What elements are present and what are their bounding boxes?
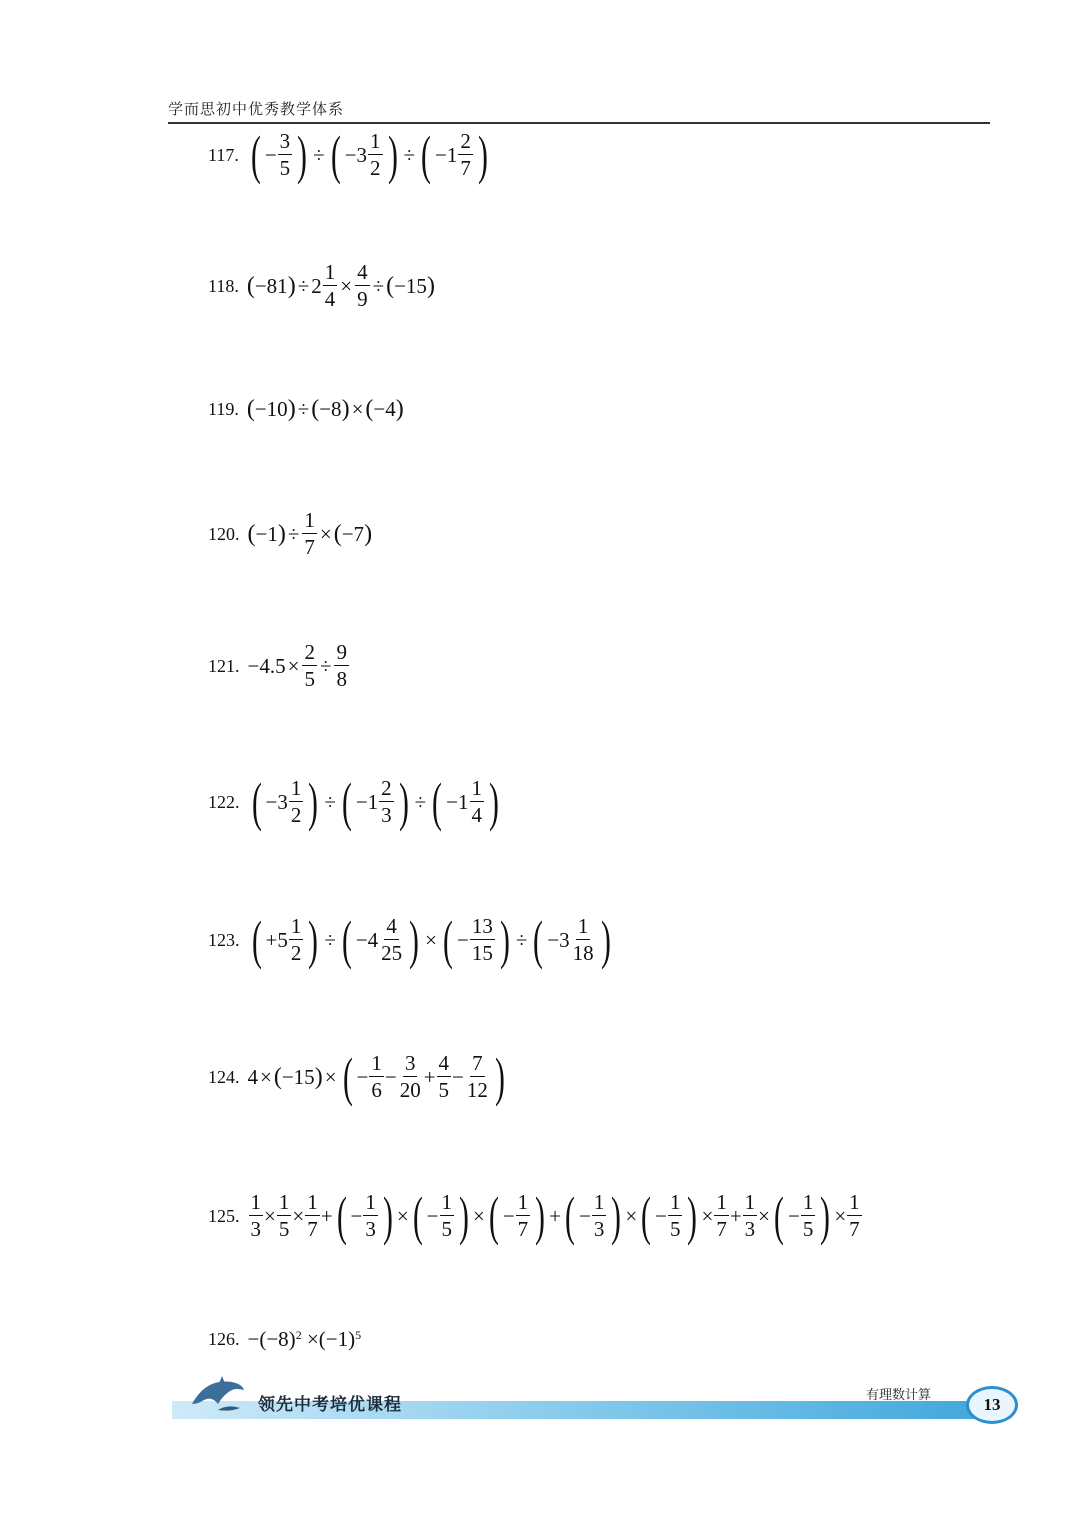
problem-number: 121. bbox=[208, 655, 240, 676]
problem-123: 123. ( +5 $\frac{1}{2}$ ) ÷ ( −4 $\frac{4}{25}$ ) × ( − $\frac{13}{15}$ ) ÷ ( −3 $\frac{1}{18}$ ) bbox=[208, 910, 611, 970]
problem-117: 117. ( − $\frac{3}{5}$ ) ÷ ( −3 $\frac{1}{2}$ ) ÷ ( −1 $\frac{2}{7}$ ) bbox=[208, 125, 488, 185]
problem-number: 117. bbox=[208, 144, 239, 165]
problem-120: 120. ( −1 ) ÷ $\frac{1}{7}$ × ( −7 ) bbox=[208, 508, 373, 559]
problem-number: 122. bbox=[208, 791, 240, 812]
problem-126: 126. −(−8) $^2$ ×(−1) $^5$ bbox=[208, 1327, 362, 1351]
problem-number: 123. bbox=[208, 929, 240, 950]
problem-121: 121. −4.5 × $\frac{2}{5}$ ÷ $\frac{9}{8}$ bbox=[208, 640, 347, 691]
page-header bbox=[168, 98, 990, 124]
header-title: 学而思初中优秀教学体系 bbox=[168, 100, 345, 118]
problem-number: 125. bbox=[208, 1205, 240, 1226]
problem-118: 118. ( −81 ) ÷ 2 $\frac{1}{4}$ × $\frac{4}{9}$ ÷ ( −15 ) bbox=[208, 260, 435, 311]
problem-number: 124. bbox=[208, 1066, 240, 1087]
problem-number: 120. bbox=[208, 523, 240, 544]
problem-125: 125. $\frac{1}{3}$ × $\frac{1}{5}$ × $\frac{1}{7}$ + ( − $\frac{1}{3}$ ) × ( − $\frac{1}{5}$ ) × ( − $\frac{1}{7}$ ) + ( − $\frac{1}{3}$ ) × ( − $\frac{1}{5}$ ) × $\frac{1}{7}$ + $\frac{1}{3}$ × ( − $\frac{1}{5}$ ) × $\frac{1}{7}$ bbox=[208, 1186, 860, 1246]
dolphin-icon bbox=[188, 1374, 248, 1414]
problem-number: 119. bbox=[208, 399, 239, 419]
problem-119: 119. ( −10 ) ÷ ( −8 ) × ( −4 ) bbox=[208, 396, 404, 422]
footer-course-title: 领先中考培优课程 bbox=[258, 1395, 402, 1415]
page-number: 13 bbox=[966, 1386, 1018, 1424]
problem-number: 118. bbox=[208, 275, 239, 296]
problem-number: 126. bbox=[208, 1329, 240, 1349]
problem-124: 124. 4 × ( −15 ) × ( − $\frac{1}{6}$ − $\frac{3}{20}$ + $\frac{4}{5}$ − $\frac{7}{12}$ ) bbox=[208, 1047, 505, 1107]
problem-122: 122. ( −3 $\frac{1}{2}$ ) ÷ ( −1 $\frac{2}{3}$ ) ÷ ( −1 $\frac{1}{4}$ ) bbox=[208, 772, 499, 832]
footer-section-title: 有理数计算 bbox=[866, 1388, 932, 1403]
